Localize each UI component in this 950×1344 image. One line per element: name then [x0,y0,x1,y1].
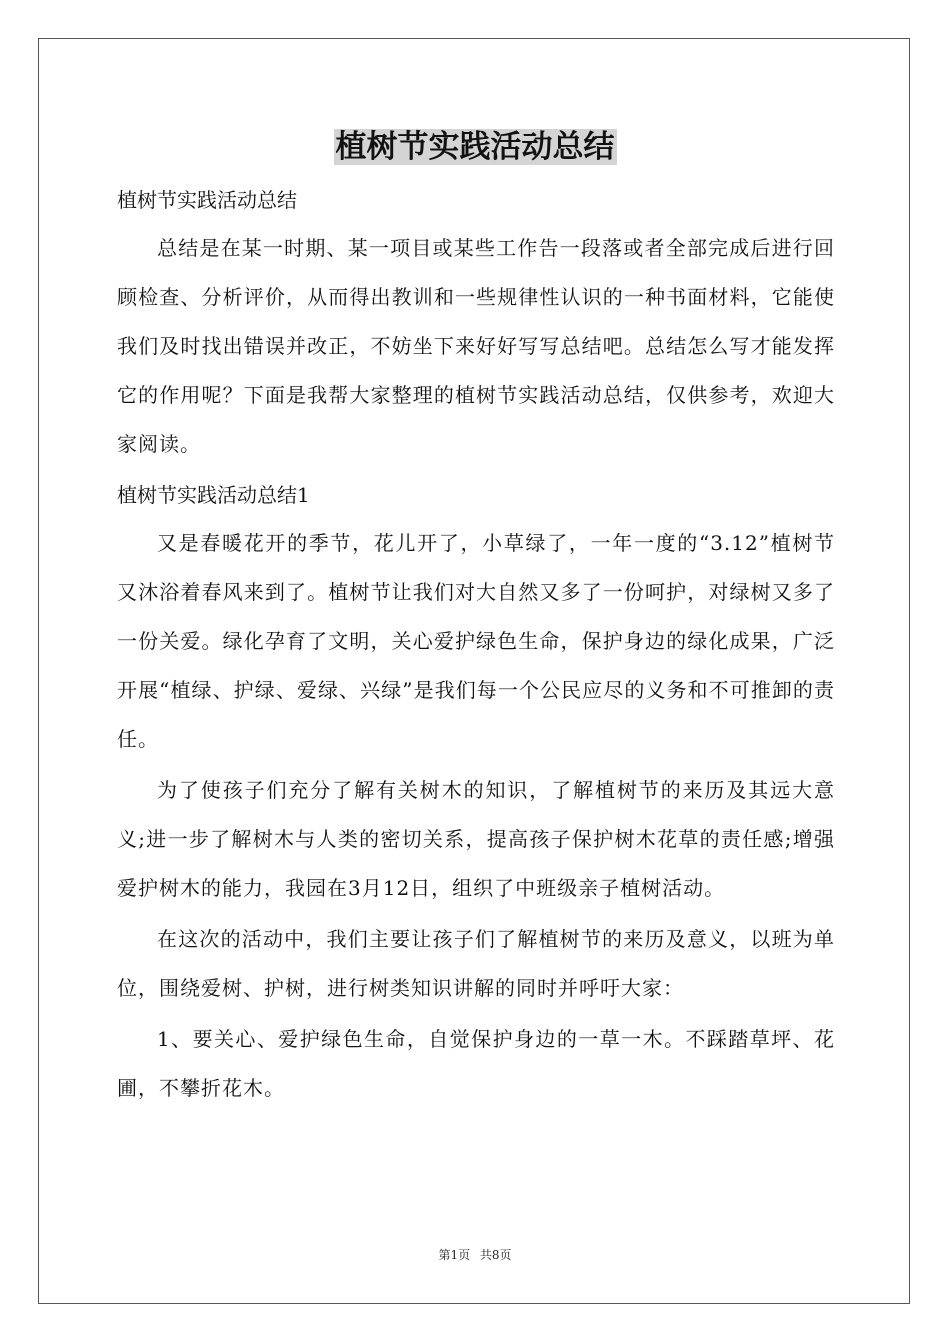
body-paragraph: 为了使孩子们充分了解有关树木的知识，了解植树节的来历及其远大意义;进一步了解树木与人类的密切关系，提高孩子保护树木花草的责任感;增强爱护树木的能力，我园在3月12日，组织了中班级亲子植树活动。 [117,778,835,900]
body-paragraph: 又是春暖花开的季节，花儿开了，小草绿了，一年一度的“3.12”植树节又沐浴着春风来到了。植树节让我们对大自然又多了一份呵护，对绿树又多了一份关爱。绿化孕育了文明，关心爱护绿色生命，保护身边的绿化成果，广泛开展“植绿、护绿、爱绿、兴绿”是我们每一个公民应尽的义务和不可推卸的责任。 [117,531,835,751]
page-footer [0,1246,950,1264]
subheading: 植树节实践活动总结 [117,188,297,212]
document-title [0,124,950,170]
body-paragraph: 在这次的活动中，我们主要让孩子们了解植树节的来历及意义，以班为单位，围绕爱树、护树，进行树类知识讲解的同时并呼吁大家： [117,927,835,1000]
body-paragraph: 1、要关心、爱护绿色生命，自觉保护身边的一草一木。不踩踏草坪、花圃，不攀折花木。 [117,1027,835,1100]
page-total: 共8页 [479,1248,512,1262]
intro-paragraph: 总结是在某一时期、某一项目或某些工作告一段落或者全部完成后进行回顾检查、分析评价，从而得出教训和一些规律性认识的一种书面材料，它能使我们及时找出错误并改正，不妨坐下来好好写写总结吧。总结怎么写才能发挥它的作用呢？下面是我帮大家整理的植树节实践活动总结，仅供参考，欢迎大家阅读。 [117,236,835,456]
title-text: 植树节实践活动总结 [335,129,615,165]
page-number: 第1页 [438,1248,471,1262]
document-body [117,176,835,1115]
section-heading: 植树节实践活动总结1 [117,483,310,507]
